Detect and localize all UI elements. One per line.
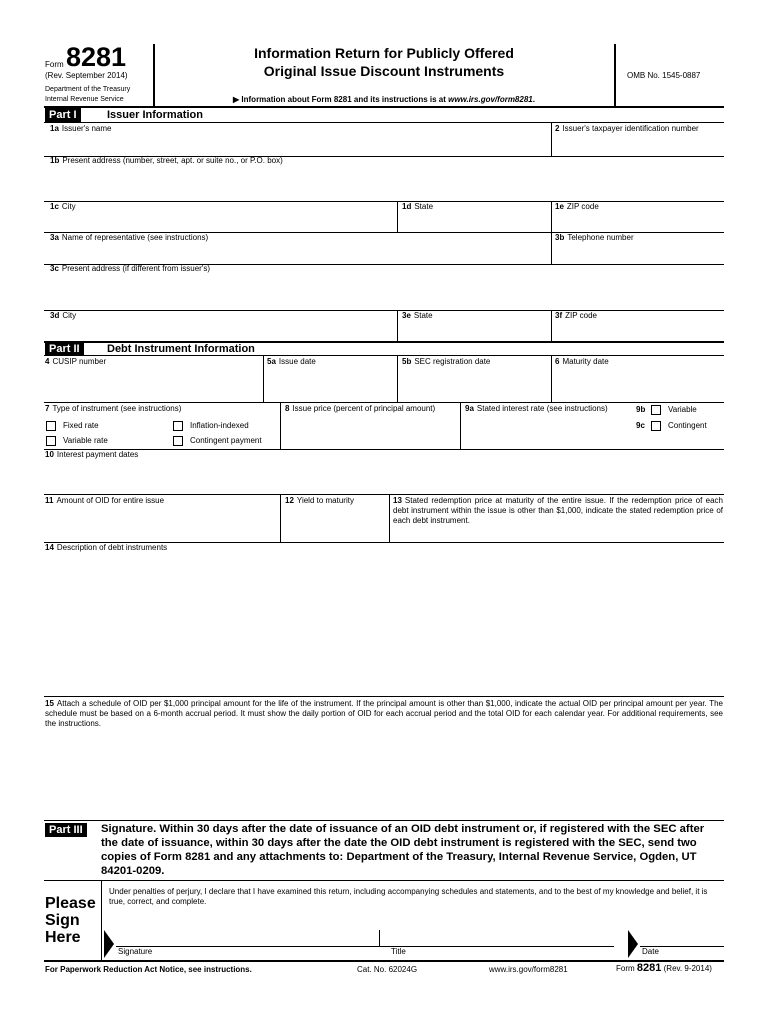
please-sign-here: Please Sign Here	[45, 895, 96, 946]
yield-to-maturity-input[interactable]	[285, 510, 385, 538]
part1-tag: Part I	[45, 108, 81, 122]
variable-rate-label: Variable rate	[63, 436, 108, 445]
revision-date: (Rev. September 2014)	[45, 71, 128, 80]
field-3c-label: 3c Present address (if different from issuer's)	[50, 264, 211, 273]
debt-description-textarea[interactable]	[46, 556, 720, 692]
field-9b-num: 9b	[636, 405, 646, 414]
form-number: 8281	[66, 42, 127, 72]
state-input[interactable]	[402, 214, 547, 230]
rep-state-input[interactable]	[402, 323, 547, 339]
inflation-indexed-checkbox[interactable]	[173, 421, 183, 431]
field-6-label: 6 Maturity date	[555, 357, 609, 366]
field-8-label: 8 Issue price (percent of principal amount)	[285, 404, 436, 413]
omb-number: OMB No. 1545-0887	[627, 71, 701, 80]
rep-address-input[interactable]	[50, 278, 720, 306]
field-3e-label: 3e State	[402, 311, 433, 320]
field-15-label: 15 Attach a schedule of OID per $1,000 principal amount for the life of the instrument. If the principal amount is other than $1,000, indicate the actual OID per principal amount per year. The schedule must be based on a 6-month accrual period. It must show the daily portion of OID for each accrual period and the total OID for each calendar year. For additional requirements, see the instructions.	[45, 699, 723, 728]
maturity-date-input[interactable]	[555, 370, 720, 398]
title-label: Title	[391, 947, 406, 956]
field-3a-label: 3a Name of representative (see instructions)	[50, 233, 209, 242]
field-14-label: 14 Description of debt instruments	[45, 543, 168, 552]
field-5a-label: 5a Issue date	[267, 357, 316, 366]
form-word: Form	[45, 60, 64, 69]
fixed-rate-label: Fixed rate	[63, 421, 99, 430]
form-title-line1: Information Return for Publicly Offered	[254, 45, 514, 61]
perjury-statement: Under penalties of perjury, I declare that I have examined this return, including accompanying schedules and statements, and to the best of my knowledge and belief, it is true, correct, and complete.	[109, 887, 708, 906]
inflation-indexed-label: Inflation-indexed	[190, 421, 249, 430]
field-13-label: 13 Stated redemption price at maturity of the entire issue. If the redemption price of each debt instrument within the issue is other than $1,000, indicate the stated redemption price of each debt instrument.	[393, 496, 723, 525]
sign-arrow-icon	[103, 930, 115, 958]
date-arrow-icon	[627, 930, 639, 958]
city-input[interactable]	[50, 214, 390, 230]
field-1e-label: 1e ZIP code	[555, 202, 599, 211]
field-3d-label: 3d City	[50, 311, 77, 320]
stated-interest-rate-input[interactable]	[465, 418, 625, 446]
rep-city-input[interactable]	[50, 323, 390, 339]
part3-tag: Part III	[45, 823, 87, 837]
department-line1: Department of the Treasury	[45, 86, 131, 93]
paperwork-notice: For Paperwork Reduction Act Notice, see instructions.	[45, 965, 252, 974]
field-9c-num: 9c	[636, 421, 645, 430]
signature-label: Signature	[118, 947, 153, 956]
catalog-number: Cat. No. 62024G	[357, 965, 418, 974]
contingent-payment-checkbox[interactable]	[173, 436, 183, 446]
field-1a-label: 1a Issuer's name	[50, 124, 112, 133]
date-input[interactable]	[641, 928, 721, 946]
zip-input[interactable]	[555, 214, 720, 230]
field-9a-label: 9a Stated interest rate (see instructions)	[465, 404, 608, 413]
footer-form-id: Form 8281 (Rev. 9-2014)	[616, 962, 712, 974]
signature-input[interactable]	[116, 928, 374, 946]
department-line2: Internal Revenue Service	[45, 96, 124, 103]
part2-tag: Part II	[45, 342, 84, 356]
variable-label: Variable	[668, 405, 697, 414]
contingent-payment-label: Contingent payment	[190, 436, 262, 445]
rep-zip-input[interactable]	[555, 323, 720, 339]
field-10-label: 10 Interest payment dates	[45, 450, 139, 459]
part3-title: Signature. Within 30 days after the date of issuance of an OID debt instrument or, if registered with the SEC after the date of issuance, within 30 days after the date the OID debt instrument is registered with the SEC, send two copies of Form 8281 and any attachments to: Department of the Treasury, Internal Revenue Service, Ogden, UT 84201-0209.	[101, 823, 705, 877]
variable-rate-checkbox[interactable]	[46, 436, 56, 446]
field-3f-label: 3f ZIP code	[555, 311, 597, 320]
form-title-line2: Original Issue Discount Instruments	[263, 63, 505, 79]
cusip-input[interactable]	[46, 370, 256, 398]
issue-price-input[interactable]	[285, 418, 455, 446]
field-1c-label: 1c City	[50, 202, 76, 211]
telephone-input[interactable]	[555, 245, 720, 263]
contingent-checkbox[interactable]	[651, 421, 661, 431]
oid-amount-input[interactable]	[46, 510, 274, 538]
field-11-label: 11 Amount of OID for entire issue	[45, 496, 165, 505]
part1-title: Issuer Information	[107, 109, 203, 121]
field-3b-label: 3b Telephone number	[555, 233, 634, 242]
title-input[interactable]	[384, 928, 614, 946]
contingent-label: Contingent	[668, 421, 707, 430]
part2-title: Debt Instrument Information	[107, 343, 255, 355]
fixed-rate-checkbox[interactable]	[46, 421, 56, 431]
field-2-label: 2 Issuer's taxpayer identification number	[555, 124, 699, 133]
field-7-label: 7 Type of instrument (see instructions)	[45, 404, 182, 413]
info-line: ▶ Information about Form 8281 and its instructions is at www.irs.gov/form8281.	[233, 95, 535, 104]
field-12-label: 12 Yield to maturity	[285, 496, 354, 505]
sec-registration-date-input[interactable]	[402, 370, 547, 398]
date-label: Date	[642, 947, 659, 956]
info-url-link[interactable]: www.irs.gov/form8281	[448, 95, 533, 104]
footer-url-link[interactable]: www.irs.gov/form8281	[489, 965, 568, 974]
field-4-label: 4 CUSIP number	[45, 357, 107, 366]
issuer-name-input[interactable]	[50, 136, 545, 154]
field-1b-label: 1b Present address (number, street, apt. or suite no., or P.O. box)	[50, 156, 283, 165]
field-1d-label: 1d State	[402, 202, 434, 211]
issue-date-input[interactable]	[267, 370, 392, 398]
representative-name-input[interactable]	[50, 245, 545, 263]
present-address-input[interactable]	[50, 170, 720, 198]
variable-checkbox[interactable]	[651, 405, 661, 415]
arrow-right-icon: ▶	[233, 95, 240, 104]
issuer-tin-input[interactable]	[555, 136, 720, 154]
field-5b-label: 5b SEC registration date	[402, 357, 491, 366]
interest-payment-dates-input[interactable]	[46, 463, 720, 491]
